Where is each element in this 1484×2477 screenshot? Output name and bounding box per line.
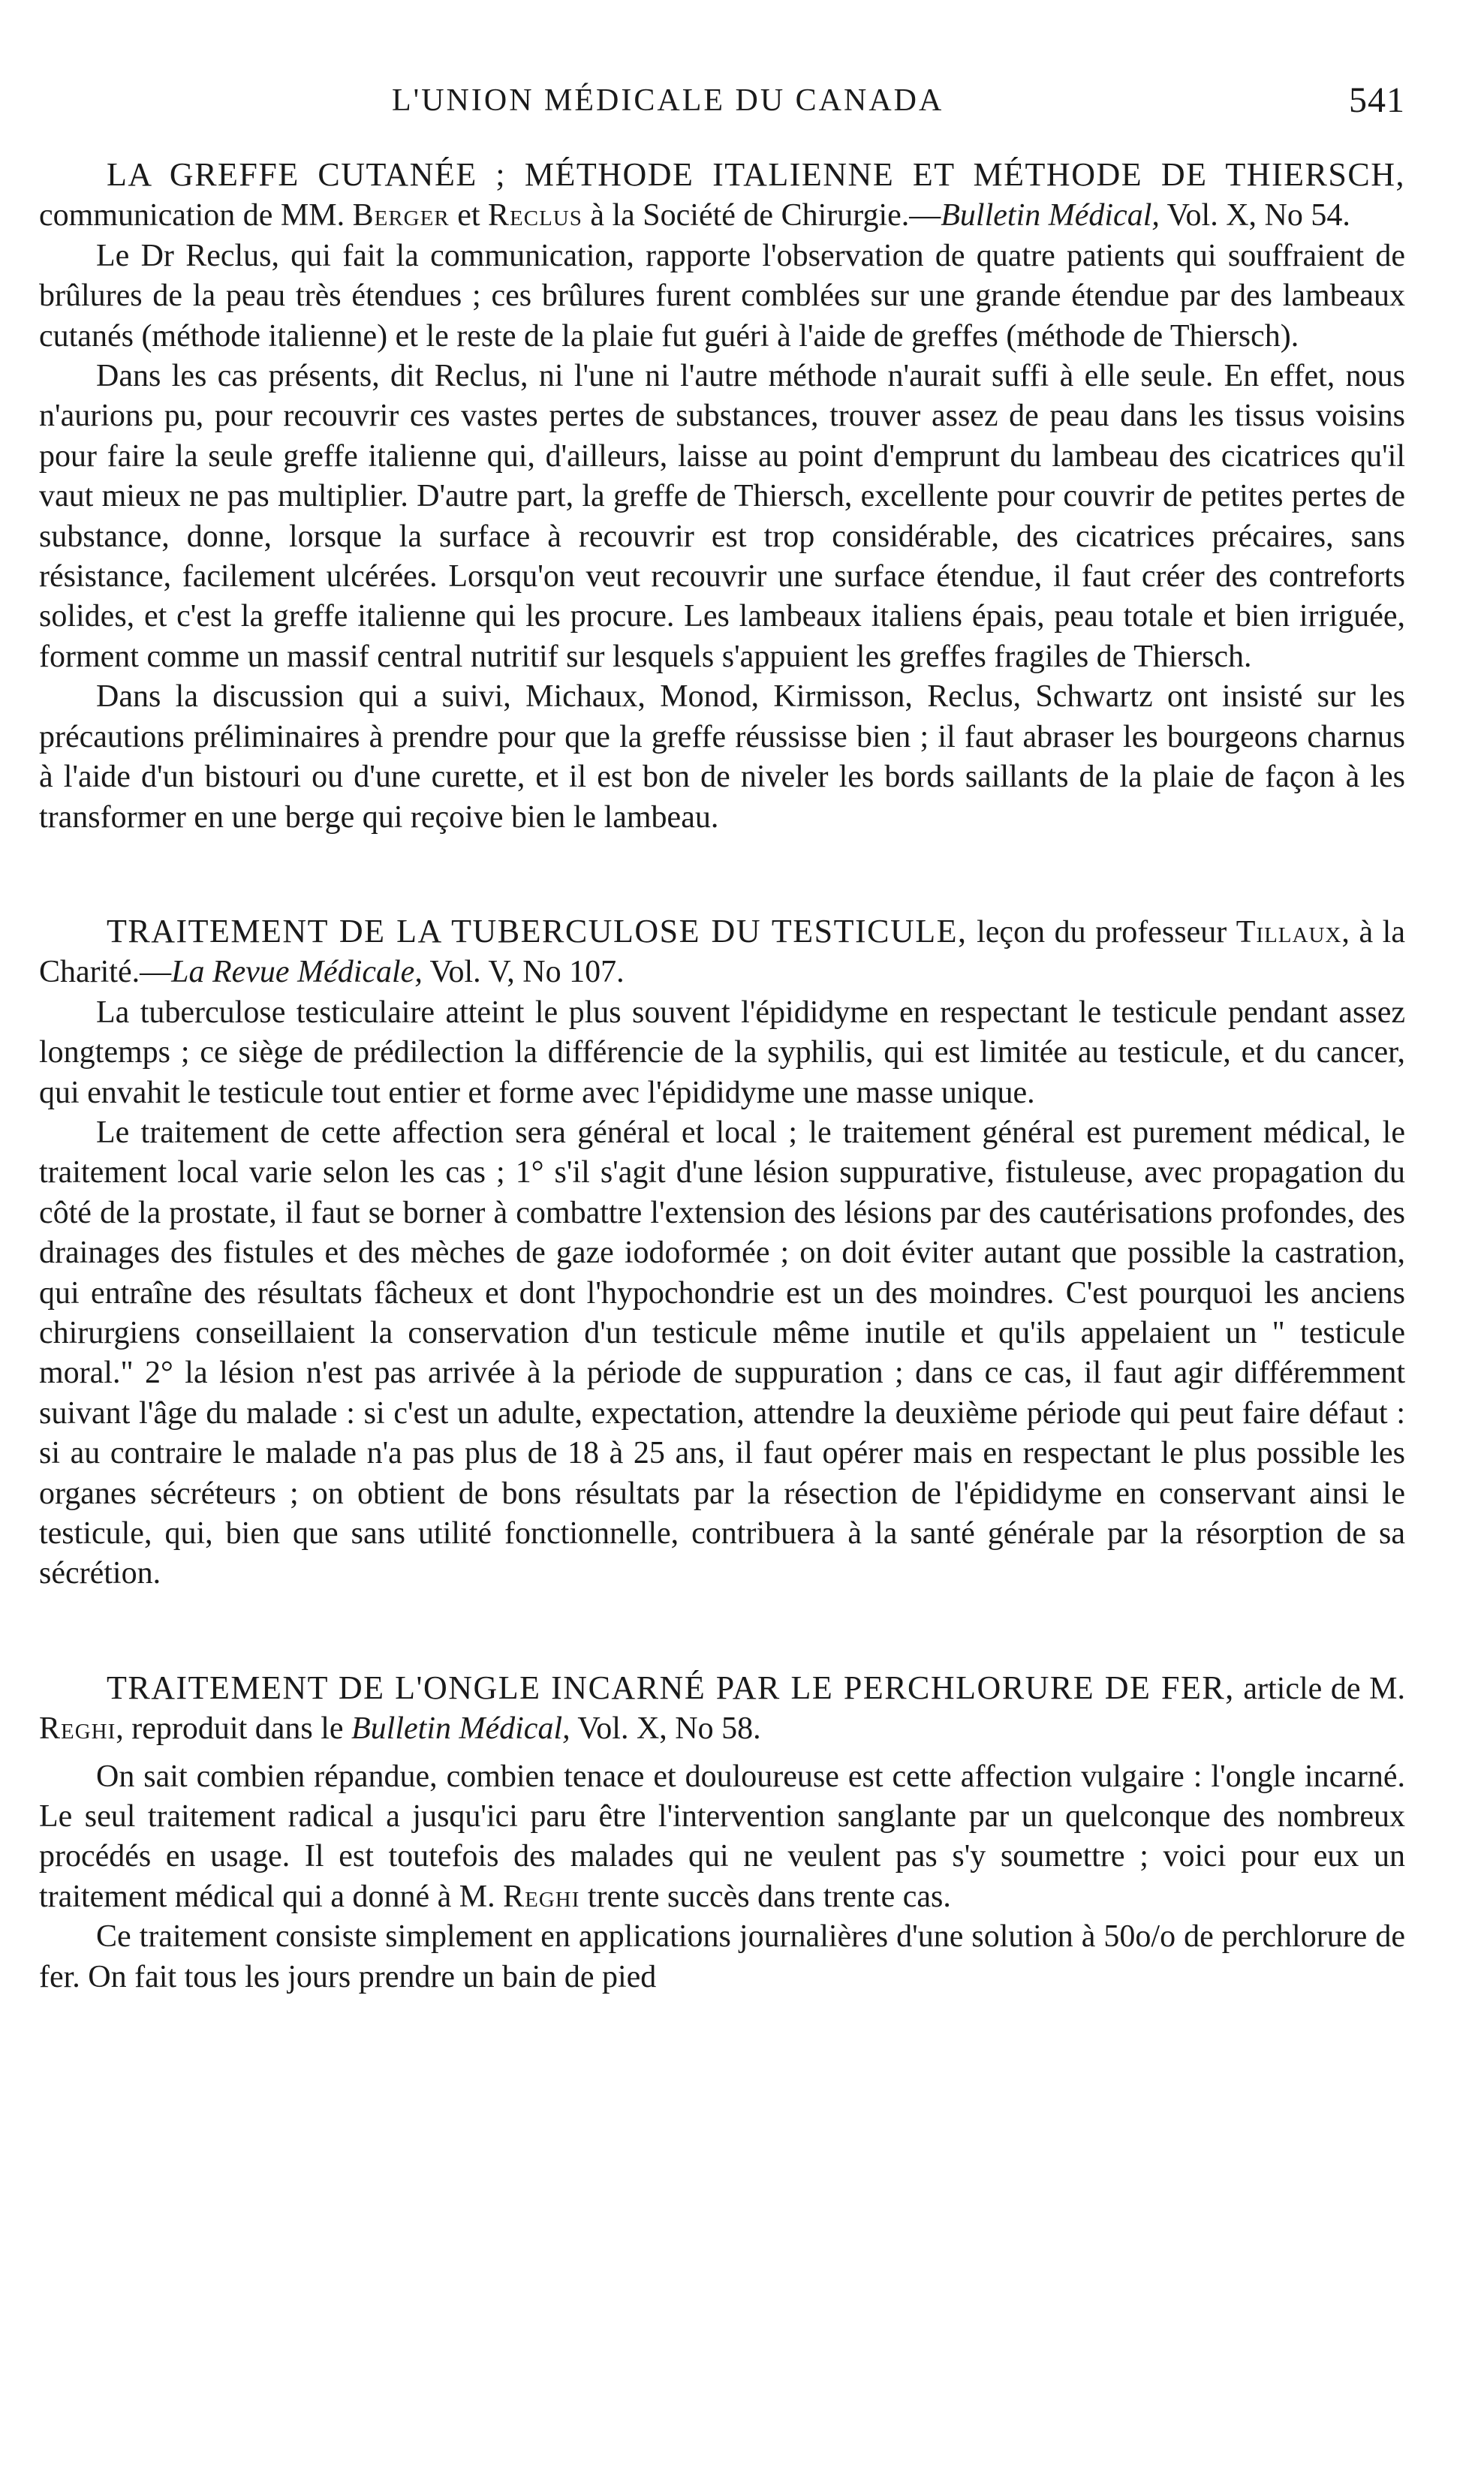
paragraph: Dans la discussion qui a suivi, Michaux, Monod, Kirmisson, Reclus, Schwartz ont insisté sur les précautions préliminaires à prendre pour que la greffe réussisse bien ; il faut abraser les bourgeons charnus à l'aide d'un bistouri ou d'une curette, et il est bon de niveler les bords saillants de la plaie de façon à les transformer en une berge qui reçoive bien le lambeau. [39, 679, 1405, 835]
journal-title: L'UNION MÉDICALE DU CANADA [392, 83, 944, 118]
article-ongle-incarne [39, 1668, 1405, 1997]
article-heading: LA GREFFE CUTANÉE ; MÉTHODE ITALIENNE ET MÉTHODE DE THIERSCH, communication de MM. Berger et Reclus à la Société de Chirurgie.—Bulletin Médical, Vol. X, No 54. [39, 156, 1405, 233]
source-reference: Vol. V, No 107. [422, 955, 625, 990]
source-reference: Vol. X, No 54. [1159, 198, 1350, 233]
author-name: Berger [352, 198, 450, 233]
author-name: Reclus [488, 198, 582, 233]
running-head [39, 75, 1405, 128]
source-journal: La Revue Médicale, [171, 955, 423, 990]
paragraph: Le traitement de cette affection sera général et local ; le traitement général est purement médical, le traitement local varie selon les cas ; 1° s'il s'agit d'une lésion suppurative, fistuleuse, avec propagation du côté de la prostate, il faut se borner à combattre l'extension des lésions par des cautérisations profondes, des drainages des fistules et des mèches de gaze iodoformée ; on doit éviter autant que possible la castration, qui entraîne des résultats fâcheux et dont l'hypochondrie est un des moindres. C'est pourquoi les anciens chirurgiens conseillaient la conservation d'un testicule même inutile et qu'ils appelaient un " testicule moral." 2° la lésion n'est pas arrivée à la période de suppuration ; dans ce cas, il faut agir différemment suivant l'âge du malade : si c'est un adulte, expectation, attendre la deuxième période qui peut faire défaut : si au contraire le malade n'a pas plus de 18 à 25 ans, il faut opérer mais en respectant le plus possible les organes sécréteurs ; on obtient de bons résultats par la résection de l'épididyme en conservant ainsi le testicule, qui, bien que sans utilité fonctionnelle, contribuera à la santé générale par la résorption de sa sécrétion. [39, 1115, 1405, 1591]
article-title: LA GREFFE CUTANÉE ; MÉTHODE ITALIENNE ET MÉTHODE DE THIERSCH, [107, 156, 1405, 193]
paragraph: Ce traitement consiste simplement en applications journalières d'une solution à 50o/o de perchlorure de fer. On fait tous les jours prendre un bain de pied [39, 1919, 1405, 1994]
article-title: TRAITEMENT DE L'ONGLE INCARNÉ PAR LE PERCHLORURE DE FER, [107, 1669, 1235, 1706]
journal-page [39, 75, 1405, 1997]
source-journal: Bulletin Médical, [941, 198, 1160, 233]
author-name: Tillaux [1236, 914, 1342, 950]
paragraph: On sait combien répandue, combien tenace et douloureuse est cette affection vulgaire : l'ongle incarné. Le seul traitement radical a jusqu'ici paru être l'intervention sanglante par un quelconque des nombreux procédés en usage. Il est toutefois des malades qui ne veulent pas s'y soumettre ; voici pour eux un traitement médical qui a donné à M. Reghi trente succès dans trente cas. [39, 1759, 1405, 1914]
page-number: 541 [1349, 80, 1405, 120]
source-reference: Vol. X, No 58. [570, 1711, 761, 1747]
article-title: TRAITEMENT DE LA TUBERCULOSE DU TESTICULE, [107, 912, 968, 950]
article-heading: TRAITEMENT DE LA TUBERCULOSE DU TESTICULE, leçon du professeur Tillaux, à la Charité.—La Revue Médicale, Vol. V, No 107. [39, 912, 1405, 990]
article-heading: TRAITEMENT DE L'ONGLE INCARNÉ PAR LE PERCHLORURE DE FER, article de M. Reghi, reproduit dans le Bulletin Médical, Vol. X, No 58. [39, 1669, 1405, 1747]
article-greffe-cutanee [39, 155, 1405, 838]
paragraph: Dans les cas présents, dit Reclus, ni l'une ni l'autre méthode n'aurait suffi à elle seule. En effet, nous n'aurions pu, pour recouvrir ces vastes pertes de substances, trouver assez de peau dans les tissus voisins pour faire la seule greffe italienne qui, d'ailleurs, laisse au point d'emprunt du lambeau des cicatrices qu'il vaut mieux ne pas multiplier. D'autre part, la greffe de Thiersch, excellente pour couvrir de petites pertes de substance, donne, lorsque la surface à recouvrir est trop considérable, des cicatrices précaires, sans résistance, facilement ulcérées. Lorsqu'on veut recouvrir une surface étendue, il faut créer des contreforts solides, et c'est la greffe italienne qui les procure. Les lambeaux italiens épais, peau totale et bien irriguée, forment comme un massif central nutritif sur lesquels s'appuient les greffes fragiles de Thiersch. [39, 359, 1405, 674]
author-name: Reghi [39, 1711, 116, 1747]
author-name: Reghi [503, 1879, 580, 1914]
article-tuberculose-testicule [39, 911, 1405, 1594]
paragraph: La tuberculose testiculaire atteint le plus souvent l'épididyme en respectant le testicule pendant assez longtemps ; ce siège de prédilection la différencie de la syphilis, qui est limitée au testicule, et du cancer, qui envahit le testicule tout entier et forme avec l'épididyme une masse unique. [39, 995, 1405, 1110]
source-journal: Bulletin Médical, [351, 1711, 570, 1747]
paragraph: Le Dr Reclus, qui fait la communication, rapporte l'observation de quatre patients qui souffraient de brûlures de la peau très étendues ; ces brûlures furent comblées sur une grande étendue par des lambeaux cutanés (méthode italienne) et le reste de la plaie fut guéri à l'aide de greffes (méthode de Thiersch). [39, 238, 1405, 354]
